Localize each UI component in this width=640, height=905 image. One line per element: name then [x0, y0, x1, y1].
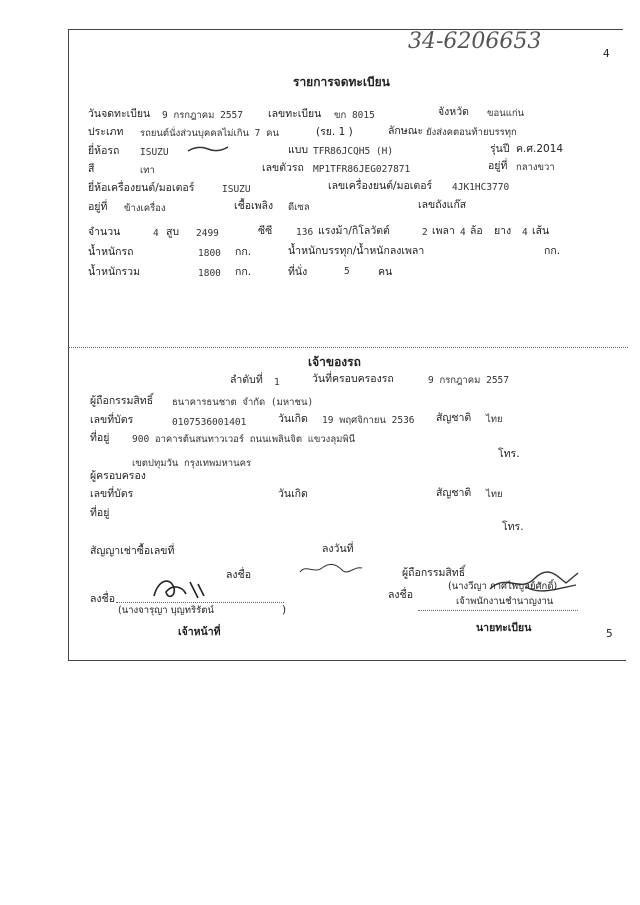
axle-label: เพลา	[432, 225, 455, 237]
seats-value: 5	[344, 266, 350, 277]
order-label: ลำดับที่	[230, 374, 263, 386]
id-label: เลขที่บัตร	[90, 414, 134, 426]
officer-signature	[148, 574, 208, 604]
left-border-lower	[68, 345, 69, 660]
owner-title: เจ้าของรถ	[308, 355, 361, 369]
axle-value: 2	[422, 227, 428, 238]
addr2-label: ที่อยู่	[90, 507, 110, 519]
province-value: ขอนแก่น	[487, 108, 525, 119]
model-value: TFR86JCQH5 (H)	[313, 146, 394, 157]
engine-no-value: 4JK1HC3770	[452, 182, 510, 193]
birth2-label: วันเกิด	[278, 488, 308, 500]
seats-label: ที่นั่ง	[288, 266, 308, 278]
officer-name: (นางจารุญา บุญทริรัตน์	[118, 605, 214, 616]
cc-value: 2499	[196, 228, 219, 239]
contract-date-label: ลงวันที่	[322, 543, 354, 555]
left-border	[68, 29, 69, 351]
vin-label: เลขตัวรถ	[262, 162, 304, 174]
phone-label: โทร.	[498, 448, 520, 460]
province-label: จังหวัด	[438, 106, 469, 118]
wheel-label: ล้อ	[470, 225, 483, 237]
plate-value: ขก 8015	[334, 110, 375, 121]
rs-value: (รย. 1 )	[316, 126, 353, 138]
load-label: น้ำหนักบรรทุก/น้ำหนักลงเพลา	[288, 245, 425, 257]
registrar-sign-line	[418, 610, 578, 611]
gross-value: 1800	[198, 268, 221, 279]
nation2-label: สัญชาติ	[436, 487, 472, 499]
order-value: 1	[274, 377, 280, 388]
registrar-name: (นางวีญา กาศไพบูลย์ศักดิ์)	[448, 581, 558, 592]
officer-sign-line	[116, 602, 284, 603]
vin-value: MP1TFR86JEG027871	[313, 164, 411, 175]
possess-date-label: วันที่ครอบครองรถ	[312, 373, 394, 385]
officer-title: เจ้าหน้าที่	[178, 626, 221, 638]
kg-label: กก.	[235, 246, 252, 258]
cc-label: ซีซี	[258, 225, 273, 237]
id2-label: เลขที่บัตร	[90, 488, 134, 500]
tire-label: ยาง	[494, 225, 512, 237]
count-label: จำนวน	[88, 226, 121, 238]
tire-value: 4	[522, 227, 528, 238]
nation-value: ไทย	[486, 414, 503, 425]
addr-line-1: 900 อาคารต้นสนทาวเวอร์ ถนนเพลินจิต แขวงลุมพินี	[132, 434, 356, 445]
at-value: กลางขวา	[516, 162, 555, 173]
color-value: เทา	[140, 165, 155, 176]
page-mark-top: 4	[603, 48, 610, 60]
type-value: รถยนต์นั่งส่วนบุคคลไม่เกิน 7 คน	[140, 128, 279, 139]
phone2-label: โทร.	[502, 521, 524, 533]
type-label: ประเภท	[88, 126, 124, 138]
registration-title: รายการจดทะเบียน	[293, 75, 390, 89]
model-year-value: ค.ศ.2014	[516, 143, 564, 155]
registrar-title: นายทะเบียน	[476, 622, 532, 634]
holder-value: ธนาคารธนชาต จำกัด (มหาชน)	[172, 397, 314, 408]
weight-value: 1800	[198, 248, 221, 259]
at-label: อยู่ที่	[488, 160, 508, 172]
id-value: 0107536001401	[172, 417, 247, 428]
officer-sign-label: ลงชื่อ	[90, 593, 115, 605]
engine-brand-value: ISUZU	[222, 184, 251, 195]
bottom-border	[68, 660, 626, 661]
date-value: 9 กรกฎาคม 2557	[162, 110, 243, 121]
gross-label: น้ำหนักรวม	[88, 266, 140, 278]
body-value: ยังส่งคตอนท้ายบรรทุก	[426, 127, 517, 138]
page-mark-bottom: 5	[606, 628, 613, 640]
engine-brand-label: ยี่ห้อเครื่องยนต์/มอเตอร์	[88, 182, 195, 194]
fuel-label: เชื้อเพลิง	[234, 200, 274, 212]
engine-no-label: เลขเครื่องยนต์/มอเตอร์	[328, 180, 433, 192]
birth-label: วันเกิด	[278, 413, 308, 425]
cyl-label: สูบ	[166, 226, 180, 238]
kg-label-2: กก.	[544, 245, 561, 257]
section-divider	[68, 347, 628, 348]
scribble-mark	[186, 143, 230, 155]
hp-label: แรงม้า/กิโลวัตต์	[318, 225, 390, 237]
model-label: แบบ	[288, 144, 309, 156]
count-value: 4	[153, 228, 159, 239]
tire-unit: เส้น	[532, 225, 550, 237]
location-label: อยู่ที่	[88, 201, 108, 213]
contract-label: สัญญาเช่าซื้อเลขที่	[90, 545, 175, 557]
wheel-value: 4	[460, 227, 466, 238]
possessor-label: ผู้ครอบครอง	[90, 470, 146, 482]
model-year-label: รุ่นปี	[490, 143, 510, 155]
gas-tank-label: เลขถังแก๊ส	[418, 199, 467, 211]
holder-signature	[296, 560, 366, 578]
nation-label: สัญชาติ	[436, 412, 472, 424]
sign-label-1: ลงชื่อ	[226, 569, 251, 581]
date-label: วันจดทะเบียน	[88, 108, 151, 120]
handwritten-number: 34-6206653	[408, 29, 542, 54]
officer-close: )	[282, 604, 287, 616]
nation2-value: ไทย	[486, 489, 503, 500]
brand-label: ยี่ห้อรถ	[88, 145, 120, 157]
body-label: ลักษณะ	[388, 125, 424, 137]
color-label: สี	[88, 163, 95, 175]
seats-unit: คน	[378, 266, 393, 278]
registrar-sub: เจ้าพนักงานชำนาญงาน	[456, 596, 554, 607]
holder-label: ผู้ถือกรรมสิทธิ์	[90, 395, 154, 407]
weight-label: น้ำหนักรถ	[88, 246, 134, 258]
birth-value: 19 พฤศจิกายน 2536	[322, 415, 415, 426]
sign-label-2: ผู้ถือกรรมสิทธิ์	[402, 567, 466, 579]
registrar-sign-label: ลงชื่อ	[388, 589, 413, 601]
location-value: ข้างเครื่อง	[124, 203, 166, 214]
addr-line-2: เขตปทุมวัน กรุงเทพมหานคร	[132, 458, 252, 469]
addr-label: ที่อยู่	[90, 432, 110, 444]
possess-date-value: 9 กรกฎาคม 2557	[428, 375, 509, 386]
hp-value: 136	[296, 227, 314, 238]
plate-label: เลขทะเบียน	[268, 108, 322, 120]
kg-label-3: กก.	[235, 266, 252, 278]
fuel-value: ดีเซล	[288, 202, 310, 213]
brand-value: ISUZU	[140, 147, 169, 158]
